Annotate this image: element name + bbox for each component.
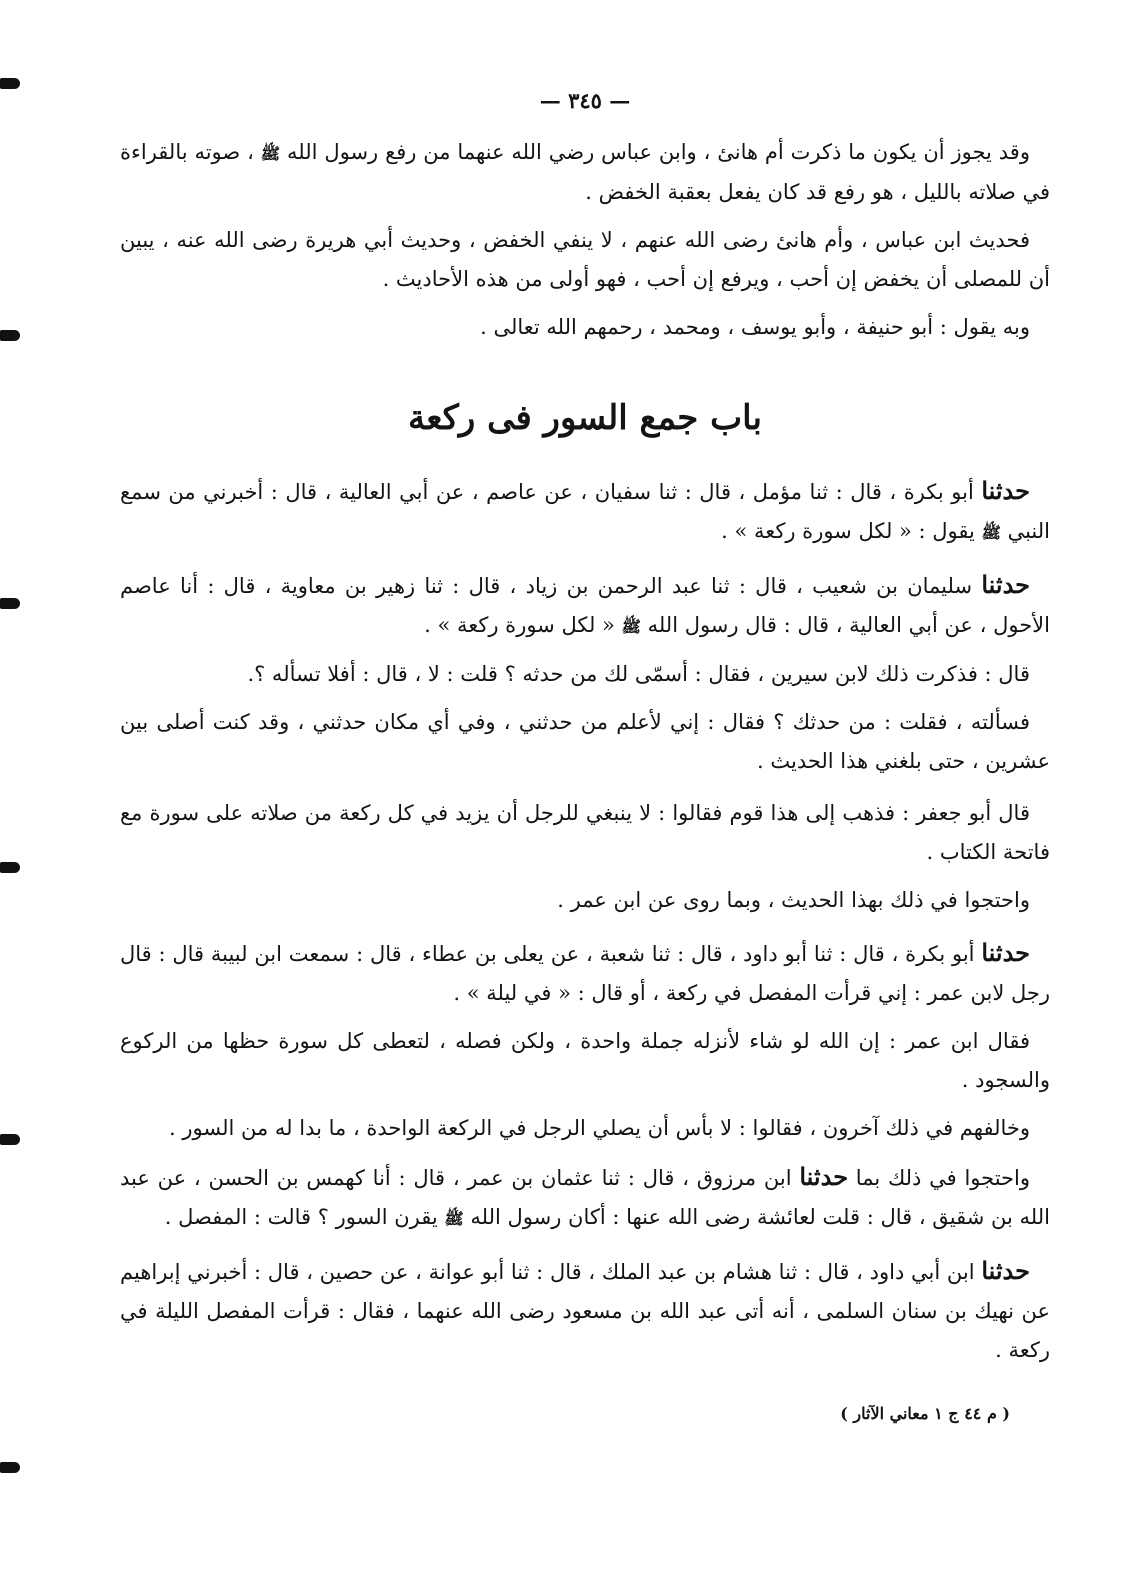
haddathana-keyword: حدثنا xyxy=(981,1256,1030,1285)
haddathana-keyword: حدثنا xyxy=(981,476,1030,505)
paragraph: فحديث ابن عباس ، وأم هانئ رضى الله عنهم ، لا ينفي الخفض ، وحديث أبي هريرة رضى الله عنه ، يبين أن للمصلى أن يخفض إن أحب ، ويرفع إن أحب ، فهو أولى من هذه الأحاديث . xyxy=(120,228,1050,291)
paragraph: فسألته ، فقلت : من حدثك ؟ فقال : إني لأعلم من حدثني ، وفي أي مكان حدثني ، وقد كنت أصلى بين عشرين ، حتى بلغني هذا الحديث . xyxy=(120,710,1050,773)
salutation-glyph: ﷺ xyxy=(260,144,281,163)
paragraph: حدثنا ابن أبي داود ، قال : ثنا هشام بن عبد الملك ، قال : ثنا أبو عوانة ، عن حصين ، قال : أخبرني إبراهيم عن نهيك بن سنان السلمى ، أنه أتى عبد الله بن مسعود رضى الله عنهما ، فقال : قرأت المفصل الليلة في ركعة . xyxy=(120,1256,1050,1362)
footnote: ( م ٤٤ ج ١ معاني الآثار ) xyxy=(840,1404,1010,1423)
book-page xyxy=(120,88,1050,1423)
paragraph: فقال ابن عمر : إن الله لو شاء لأنزله جملة واحدة ، ولكن فصله ، لتعطى كل سورة حظها من الركوع والسجود . xyxy=(120,1029,1050,1092)
haddathana-keyword: حدثنا xyxy=(981,938,1030,967)
chapter-title: باب جمع السور فى ركعة xyxy=(408,398,762,438)
paragraph: قال : فذكرت ذلك لابن سيرين ، فقال : أسمّى لك من حدثه ؟ قلت : لا ، قال : أفلا تسأله ؟. xyxy=(247,662,1030,686)
salutation-glyph: ﷺ xyxy=(444,1209,464,1228)
paragraph: واحتجوا في ذلك بما حدثنا ابن مرزوق ، قال : ثنا عثمان بن عمر ، قال : أنا كهمس بن الحسن ، عن عبد الله بن شقيق ، قال : قلت لعائشة رضى الله عنها : أكان رسول الله ﷺ يقرن السور ؟ قالت : المفصل . xyxy=(120,1162,1050,1229)
salutation-glyph: ﷺ xyxy=(621,617,641,636)
binding-mark xyxy=(0,78,20,89)
paragraph: حدثنا أبو بكرة ، قال : ثنا أبو داود ، قال : ثنا شعبة ، عن يعلى بن عطاء ، قال : سمعت ابن لبيبة قال : قال رجل لابن عمر : إني قرأت المفصل في ركعة ، أو قال : « في ليلة » . xyxy=(120,938,1050,1005)
binding-mark xyxy=(0,330,20,341)
binding-mark xyxy=(0,1462,20,1473)
salutation-glyph: ﷺ xyxy=(981,523,1001,542)
paragraph: واحتجوا في ذلك بهذا الحديث ، وبما روى عن ابن عمر . xyxy=(557,888,1030,912)
paragraph: حدثنا أبو بكرة ، قال : ثنا مؤمل ، قال : ثنا سفيان ، عن عاصم ، عن أبي العالية ، قال : أخبرني من سمع النبي ﷺ يقول : « لكل سورة ركعة » . xyxy=(120,476,1050,543)
paragraph: وبه يقول : أبو حنيفة ، وأبو يوسف ، ومحمد ، رحمهم الله تعالى . xyxy=(480,315,1030,339)
binding-mark xyxy=(0,1134,20,1145)
paragraph: حدثنا سليمان بن شعيب ، قال : ثنا عبد الرحمن بن زياد ، قال : ثنا زهير بن معاوية ، قال : أنا عاصم الأحول ، عن أبي العالية ، قال : قال رسول الله ﷺ « لكل سورة ركعة » . xyxy=(120,570,1050,637)
haddathana-keyword: حدثنا xyxy=(981,570,1030,599)
paragraph: وخالفهم في ذلك آخرون ، فقالوا : لا بأس أن يصلي الرجل في الركعة الواحدة ، ما بدا له من السور . xyxy=(169,1116,1030,1140)
page-number: — ٣٤٥ — xyxy=(539,88,631,113)
paragraph: قال أبو جعفر : فذهب إلى هذا قوم فقالوا : لا ينبغي للرجل أن يزيد في كل ركعة من صلاته على سورة مع فاتحة الكتاب . xyxy=(120,801,1050,864)
paragraph: وقد يجوز أن يكون ما ذكرت أم هانئ ، وابن عباس رضي الله عنهما من رفع رسول الله ﷺ ، صوته بالقراءة في صلاته بالليل ، هو رفع قد كان يفعل بعقبة الخفض . xyxy=(120,140,1050,204)
binding-mark xyxy=(0,862,20,873)
binding-mark xyxy=(0,598,20,609)
haddathana-keyword: حدثنا xyxy=(799,1162,849,1191)
